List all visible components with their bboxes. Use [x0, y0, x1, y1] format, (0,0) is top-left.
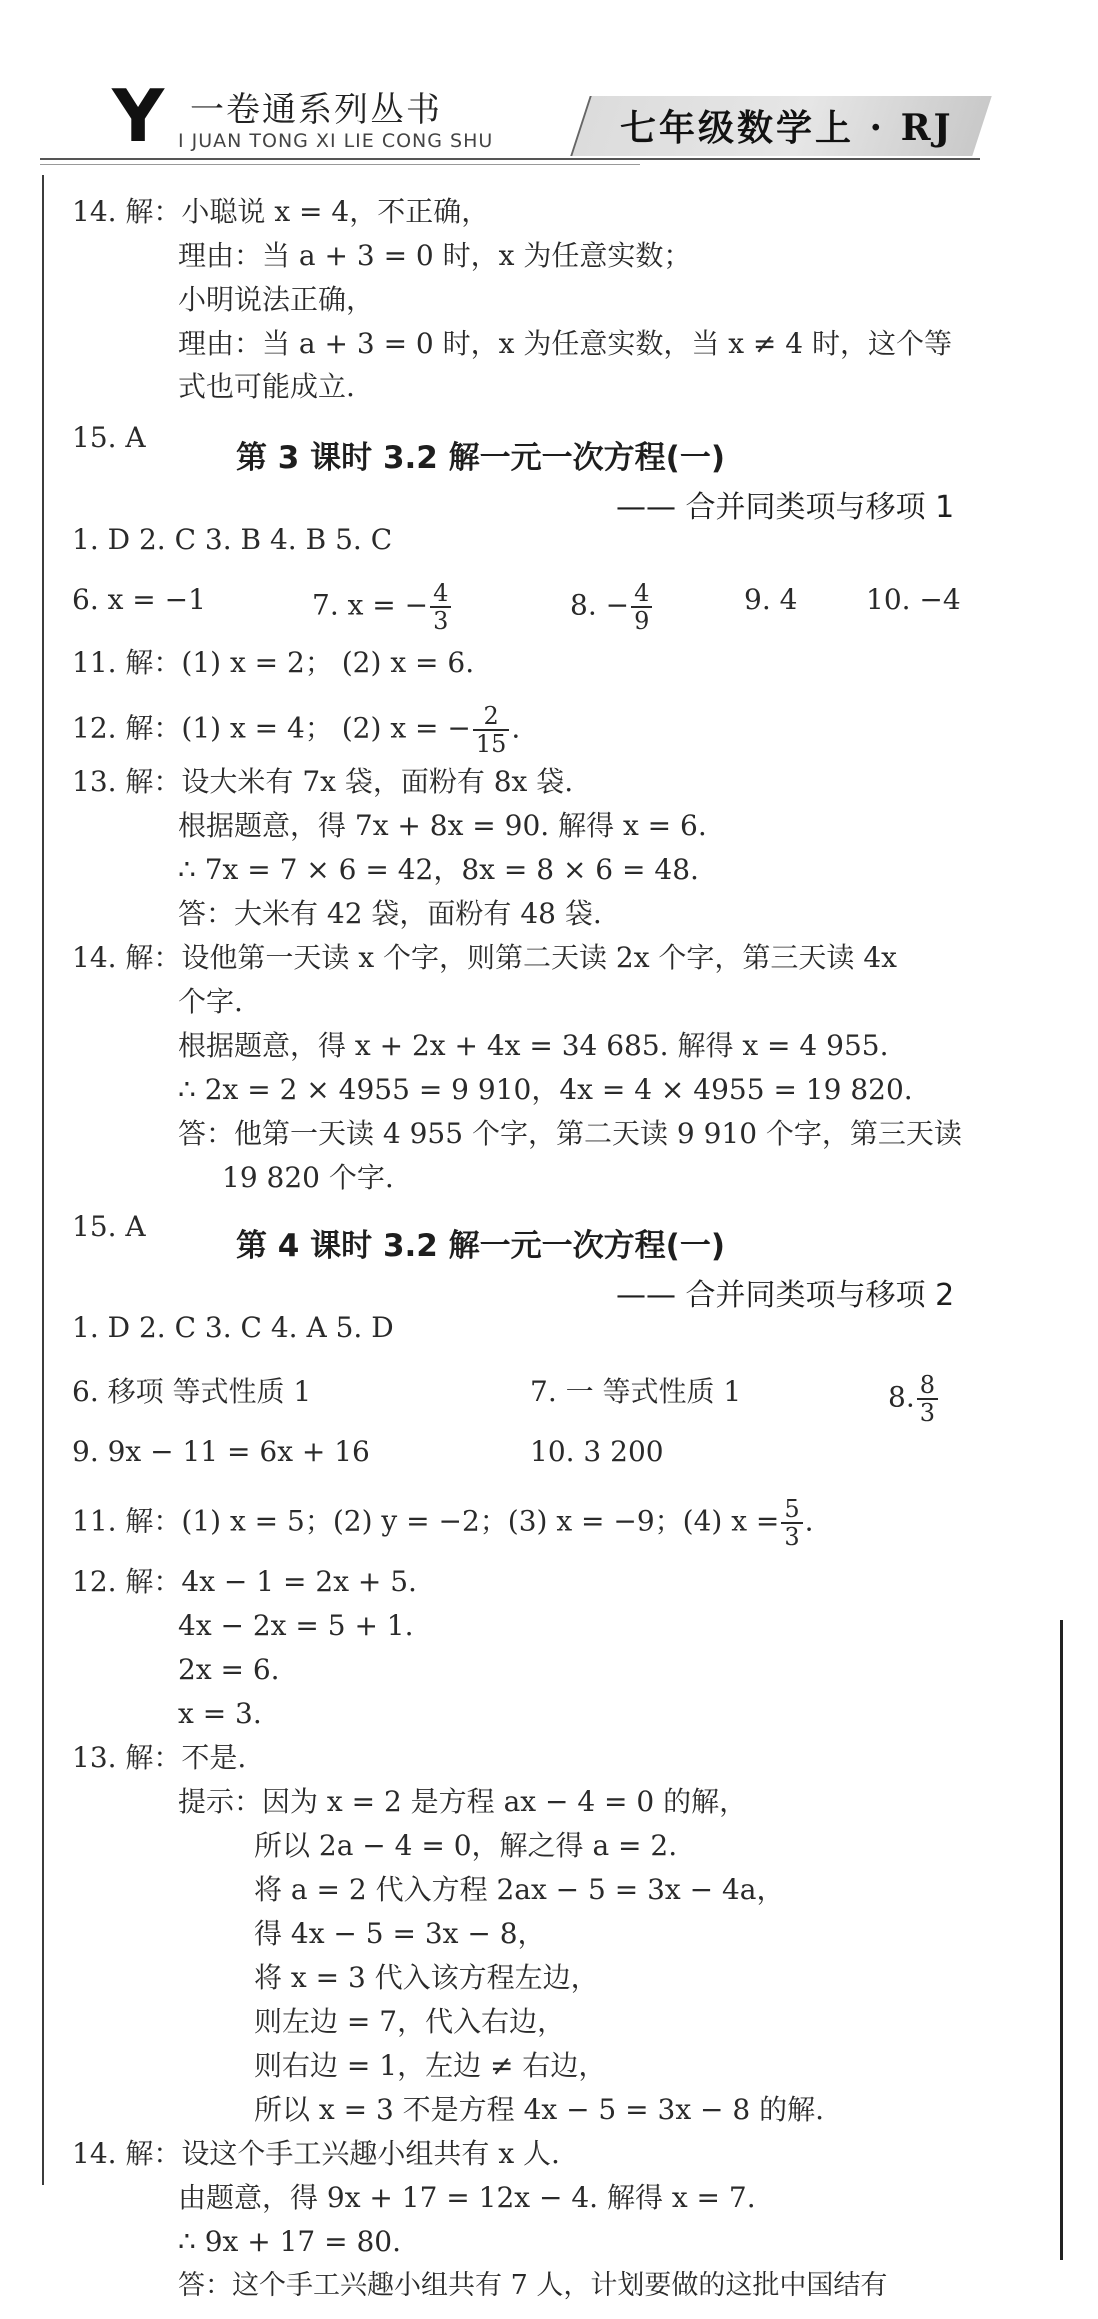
- answer-line: 6. x = −1: [72, 583, 206, 616]
- answer-line: 14. 解：小聪说 x = 4，不正确，: [72, 195, 490, 228]
- header-divider-thin: [40, 164, 640, 165]
- answer-line: 11. 解：(1) x = 2； (2) x = 6.: [72, 646, 475, 679]
- answer-line: 7. x = − $\frac{4}{3}$: [312, 580, 453, 634]
- answer-line: 14. 解：设他第一天读 x 个字，则第二天读 2x 个字，第三天读 4x: [72, 941, 897, 974]
- answer-line: 小明说法正确，: [178, 283, 375, 316]
- fraction: $\frac{4}{9}$: [631, 580, 652, 634]
- answer-line: x = 3.: [178, 1697, 262, 1730]
- answer-line: 根据题意，得 7x + 8x = 90. 解得 x = 6.: [178, 809, 707, 842]
- answer-line: 8. $\frac{8}{3}$: [888, 1372, 940, 1426]
- section-title: 第 4 课时 3.2 解一元一次方程(一): [236, 1228, 725, 1264]
- answer-line: 7. 一 等式性质 1: [530, 1375, 742, 1408]
- answer-line: 1. D 2. C 3. C 4. A 5. D: [72, 1311, 394, 1344]
- fraction: $\frac{5}{3}$: [781, 1496, 802, 1550]
- answer-line: 得 4x − 5 = 3x − 8，: [254, 1917, 546, 1950]
- answer-line: 10. −4: [866, 583, 961, 616]
- answer-line: 15. A: [72, 1210, 146, 1243]
- section-subtitle: —— 合并同类项与移项 1: [616, 490, 955, 525]
- answer-line: 1. D 2. C 3. B 4. B 5. C: [72, 523, 393, 556]
- answer-line: 13. 解：设大米有 7x 袋，面粉有 8x 袋.: [72, 765, 574, 798]
- fraction: $\frac{2}{15}$: [473, 703, 510, 757]
- answer-line: 10. 3 200: [530, 1435, 664, 1468]
- answer-line: 15. A: [72, 421, 146, 454]
- section-subtitle: —— 合并同类项与移项 2: [616, 1278, 955, 1313]
- answer-line: ∴ 9x + 17 = 80.: [178, 2225, 402, 2258]
- book-title: 七年级数学上 · RJ: [620, 107, 954, 149]
- left-margin-rule: [42, 175, 44, 2185]
- answer-line: 理由：当 a + 3 = 0 时，x 为任意实数，当 x ≠ 4 时，这个等: [178, 327, 953, 360]
- series-title-en: I JUAN TONG XI LIE CONG SHU: [178, 130, 494, 152]
- section-title: 第 3 课时 3.2 解一元一次方程(一): [236, 440, 725, 476]
- answer-line: 理由：当 a + 3 = 0 时，x 为任意实数；: [178, 239, 692, 272]
- answer-line: 由题意，得 9x + 17 = 12x − 4. 解得 x = 7.: [178, 2181, 756, 2214]
- answer-line: ∴ 7x = 7 × 6 = 42，8x = 8 × 6 = 48.: [178, 853, 699, 886]
- answer-line: 则左边 = 7，代入右边，: [254, 2005, 566, 2038]
- answer-line: 4x − 2x = 5 + 1.: [178, 1609, 414, 1642]
- series-logo: Y: [112, 74, 165, 158]
- answer-line: 12. 解：(1) x = 4； (2) x = − $\frac{2}{15}$ .: [72, 702, 521, 758]
- answer-line: 14. 解：设这个手工兴趣小组共有 x 人.: [72, 2137, 560, 2170]
- fraction: $\frac{8}{3}$: [917, 1372, 938, 1426]
- answer-line: 答：他第一天读 4 955 个字，第二天读 9 910 个字，第三天读: [178, 1117, 962, 1150]
- right-edge-shadow: [1060, 1620, 1063, 2260]
- answer-line: 13. 解：不是.: [72, 1741, 247, 1774]
- answer-line: 12. 解：4x − 1 = 2x + 5.: [72, 1565, 417, 1598]
- answer-line: ∴ 2x = 2 × 4955 = 9 910，4x = 4 × 4955 = 19 820.: [178, 1073, 913, 1106]
- answer-line: 所以 x = 3 不是方程 4x − 5 = 3x − 8 的解.: [254, 2093, 824, 2126]
- answer-line: 19 820 个字.: [222, 1161, 394, 1194]
- answer-line: 将 a = 2 代入方程 2ax − 5 = 3x − 4a，: [254, 1873, 785, 1906]
- answer-line: 提示：因为 x = 2 是方程 ax − 4 = 0 的解，: [178, 1785, 748, 1818]
- answer-line: 2x = 6.: [178, 1653, 280, 1686]
- answer-line: 6. 移项 等式性质 1: [72, 1375, 312, 1408]
- answer-line: 将 x = 3 代入该方程左边，: [254, 1961, 599, 1994]
- answer-line: 则右边 = 1，左边 ≠ 右边，: [254, 2049, 607, 2082]
- page-header: [40, 74, 970, 160]
- answer-line: 根据题意，得 x + 2x + 4x = 34 685. 解得 x = 4 955.: [178, 1029, 889, 1062]
- series-title-cn: 一卷通系列丛书: [190, 90, 442, 130]
- answer-line: 式也可能成立.: [178, 370, 355, 403]
- fraction: $\frac{4}{3}$: [430, 580, 451, 634]
- answer-line: 9. 9x − 11 = 6x + 16: [72, 1435, 370, 1468]
- header-divider: [40, 158, 980, 160]
- answer-line: 所以 2a − 4 = 0，解之得 a = 2.: [254, 1829, 678, 1862]
- answer-line: 8. − $\frac{4}{9}$: [570, 580, 654, 634]
- answer-line: 个字.: [178, 985, 243, 1018]
- answer-line: 答：这个手工兴趣小组共有 7 人，计划要做的这批中国结有: [178, 2270, 888, 2301]
- answer-line: 11. 解：(1) x = 5；(2) y = −2；(3) x = −9；(4) x = $\frac{5}{3}$ .: [72, 1495, 814, 1551]
- answer-line: 答：大米有 42 袋，面粉有 48 袋.: [178, 897, 602, 930]
- answer-line: 9. 4: [744, 583, 798, 616]
